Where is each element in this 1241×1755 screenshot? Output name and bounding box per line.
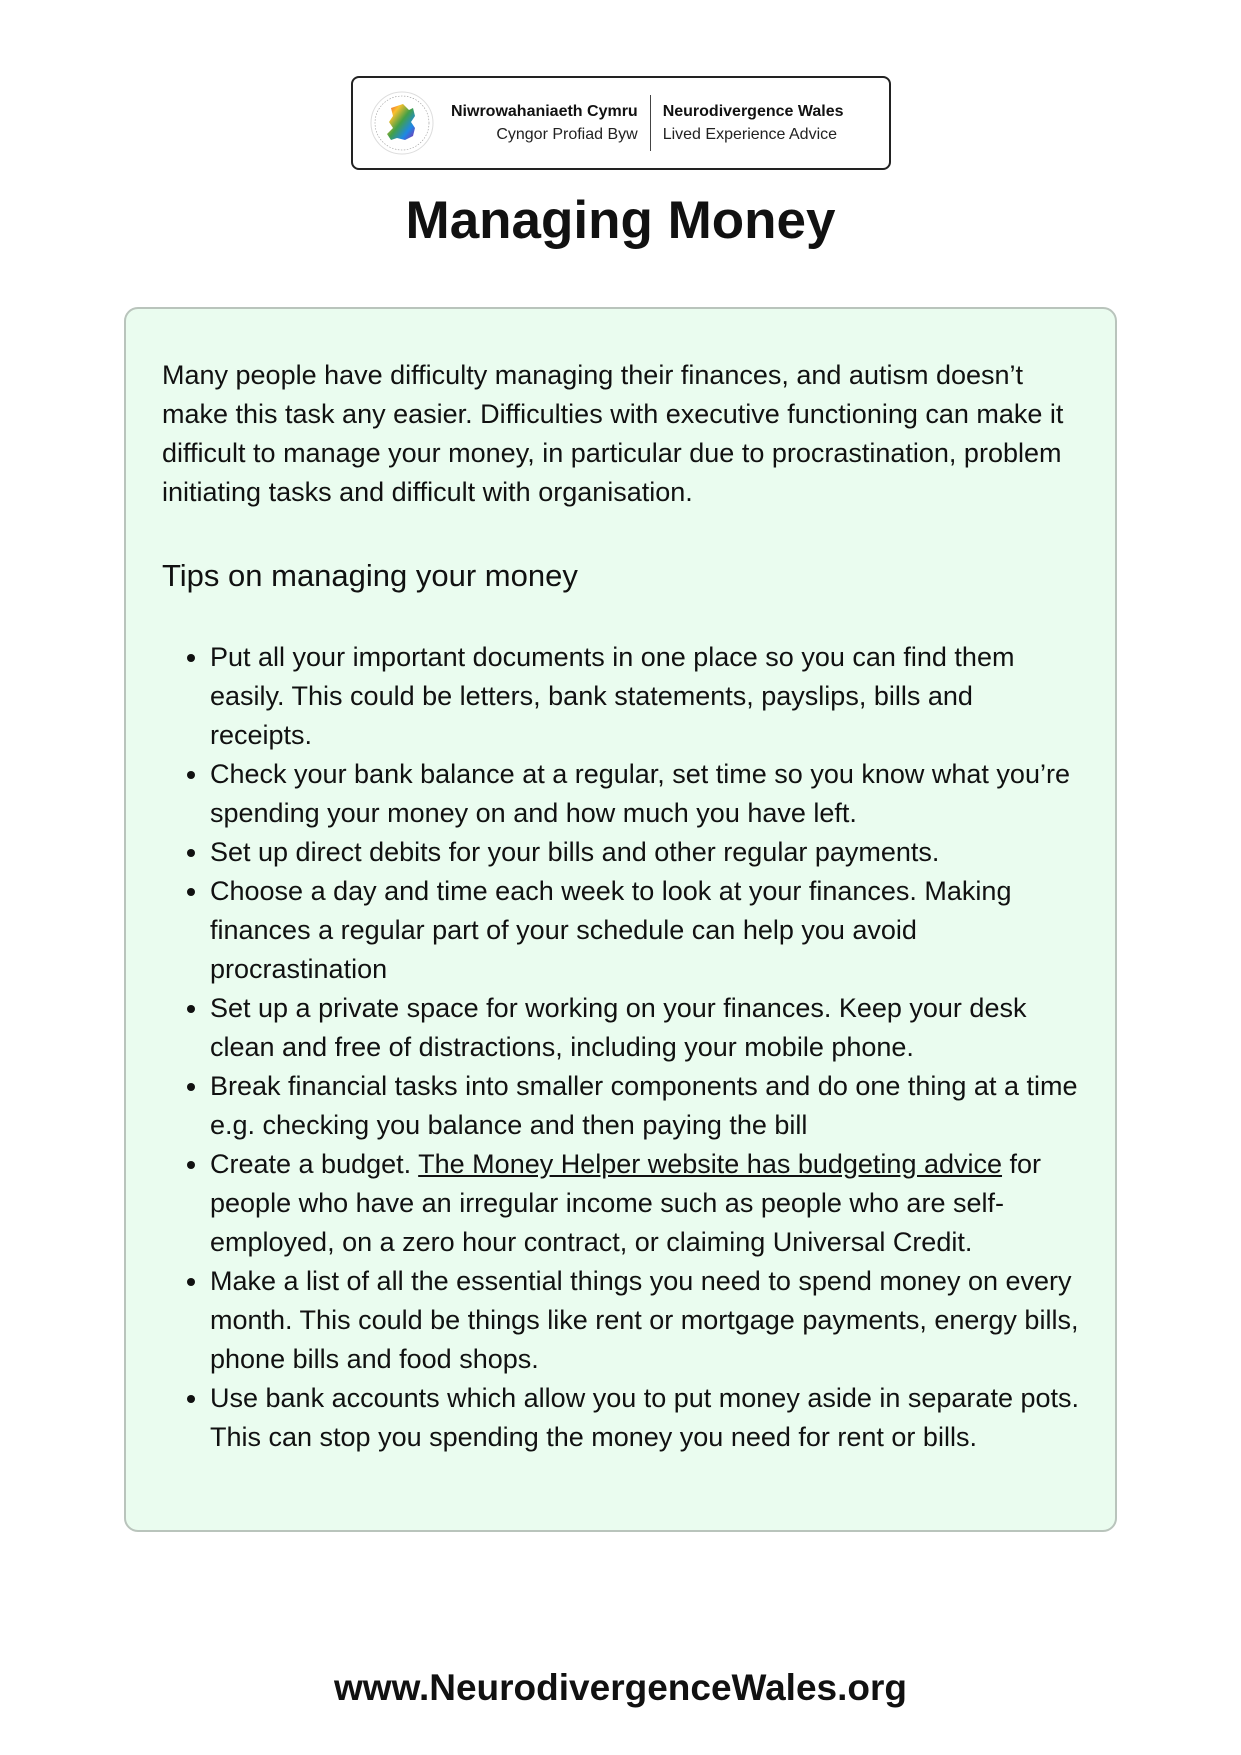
list-item: • Set up direct debits for your bills and other regular payments.: [210, 833, 1079, 872]
list-item-budget: [210, 1145, 1079, 1262]
budget-tip-suffix: for people who have an irregular income such as people who are self-employed, on a zero hour contract, or claiming Universal Credit.: [210, 1149, 1042, 1257]
english-org-name: Neurodivergence Wales: [662, 103, 844, 120]
budget-tip-prefix: Create a budget.: [210, 1149, 419, 1179]
intro-paragraph: Many people have difficulty managing their finances, and autism doesn’t make this task any easier. Difficulties with executive functioning can make it difficult to manage your money, in particular due to procrastination, problem initiating tasks and difficult with organisation.: [162, 360, 1064, 507]
welsh-org-subtitle: Cyngor Profiad Byw: [496, 126, 638, 143]
english-org-subtitle: Lived Experience Advice: [662, 126, 838, 143]
welsh-org-block: [451, 100, 650, 146]
page-title: Managing Money: [405, 191, 836, 250]
list-item: • Break financial tasks into smaller components and do one thing at a time e.g. checking you balance and then paying the bill: [210, 1067, 1079, 1145]
money-helper-link[interactable]: The Money Helper website has budgeting advice: [418, 1149, 1003, 1179]
tips-list: [162, 638, 1079, 1457]
list-item: • Choose a day and time each week to look at your finances. Making finances a regular part of your schedule can help you avoid procrastination: [210, 872, 1079, 989]
tips-heading: Tips on managing your money: [162, 558, 578, 593]
footer-website: www.NeurodivergenceWales.org: [334, 1667, 907, 1708]
list-item: • Make a list of all the essential things you need to spend money on every month. This could be things like rent or mortgage payments, energy bills, phone bills and food shops.: [210, 1262, 1079, 1379]
list-item: • Put all your important documents in one place so you can find them easily. This could be letters, bank statements, payslips, bills and receipts.: [210, 638, 1079, 755]
english-org-block: [651, 100, 844, 146]
welsh-org-name: Niwrowahaniaeth Cymru: [451, 103, 638, 120]
list-item: • Use bank accounts which allow you to put money aside in separate pots. This can stop you spending the money you need for rent or bills.: [210, 1379, 1079, 1457]
header-banner: [351, 76, 891, 170]
list-item: • Check your bank balance at a regular, set time so you know what you’re spending your money on and how much you have left.: [210, 755, 1079, 833]
content-card: [124, 307, 1117, 1532]
wales-map-rainbow-logo-icon: [369, 90, 435, 156]
list-item: • Set up a private space for working on your finances. Keep your desk clean and free of distractions, including your mobile phone.: [210, 989, 1079, 1067]
